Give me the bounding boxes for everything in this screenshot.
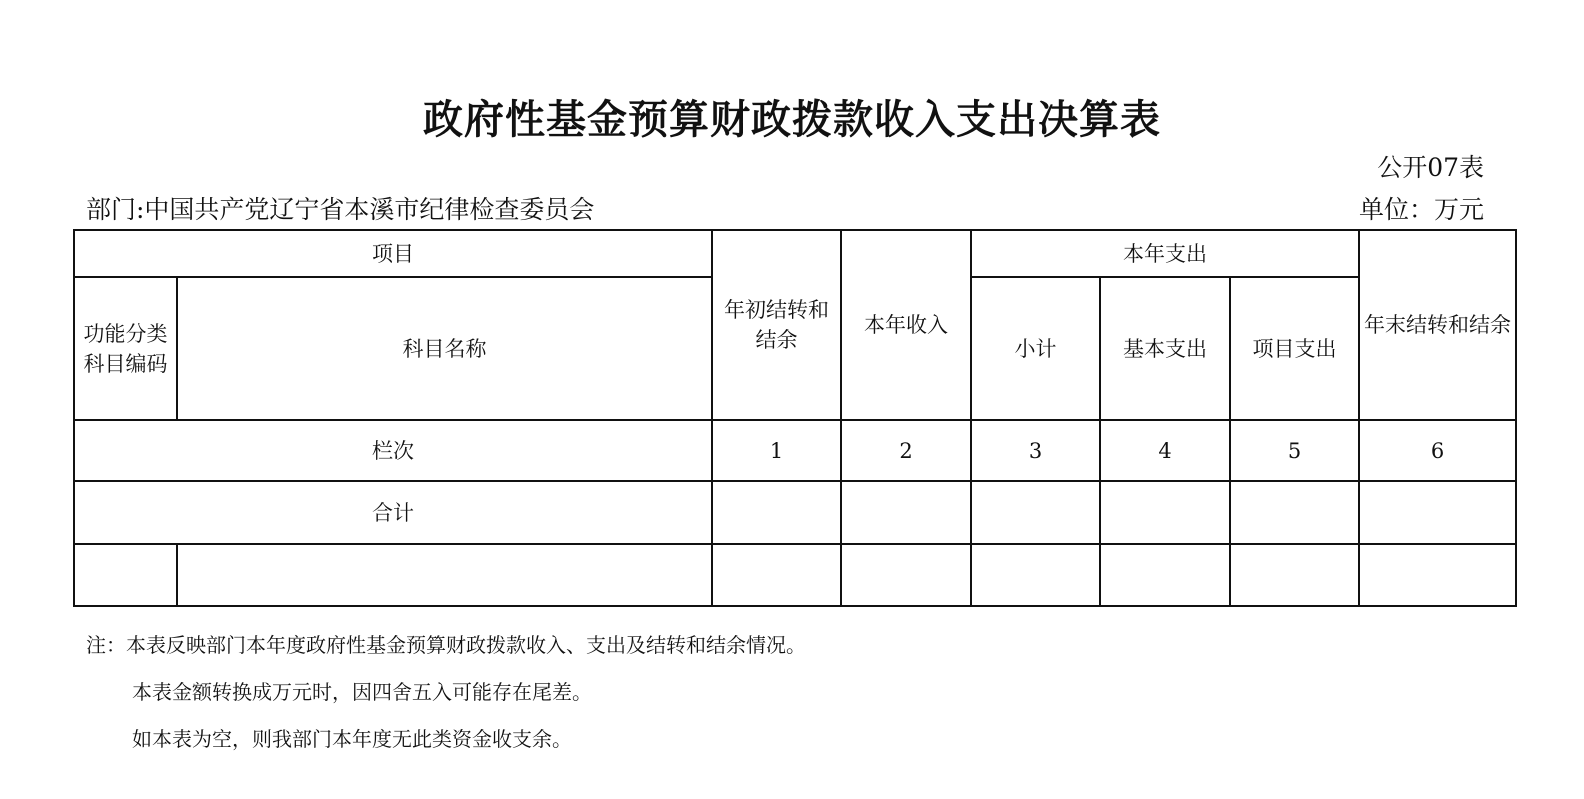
empty-cell	[1230, 544, 1359, 606]
empty-cell	[1100, 544, 1230, 606]
total-cell	[1100, 481, 1230, 544]
header-expenditure-group: 本年支出	[971, 230, 1359, 277]
department-label: 部门:中国共产党辽宁省本溪市纪律检查委员会	[86, 195, 595, 224]
total-row	[74, 481, 1516, 544]
header-func-code: 功能分类科目编码	[74, 277, 177, 420]
empty-cell	[841, 544, 971, 606]
column-number: 1	[712, 420, 841, 481]
total-row-label: 合计	[74, 481, 712, 544]
column-number: 4	[1100, 420, 1230, 481]
column-number: 3	[971, 420, 1100, 481]
empty-cell	[712, 544, 841, 606]
empty-cell	[177, 544, 712, 606]
header-income: 本年收入	[841, 230, 971, 420]
note-line: 注：本表反映部门本年度政府性基金预算财政拨款收入、支出及结转和结余情况。	[86, 633, 806, 657]
column-number-row	[74, 420, 1516, 481]
total-cell	[971, 481, 1100, 544]
total-cell	[1359, 481, 1516, 544]
empty-cell	[971, 544, 1100, 606]
total-cell	[712, 481, 841, 544]
header-basic-exp: 基本支出	[1100, 277, 1230, 420]
column-row-label: 栏次	[74, 420, 712, 481]
empty-cell	[1359, 544, 1516, 606]
page-title: 政府性基金预算财政拨款收入支出决算表	[423, 96, 1161, 143]
empty-cell	[74, 544, 177, 606]
total-cell	[841, 481, 971, 544]
header-opening-balance: 年初结转和结余	[712, 230, 841, 420]
unit-label: 单位：万元	[1358, 195, 1484, 224]
notes-section	[86, 622, 806, 763]
column-number: 6	[1359, 420, 1516, 481]
header-closing-balance: 年末结转和结余	[1359, 230, 1516, 420]
note-line: 如本表为空，则我部门本年度无此类资金收支余。	[132, 727, 572, 751]
header-subtotal: 小计	[971, 277, 1100, 420]
column-number: 2	[841, 420, 971, 481]
header-item: 项目	[74, 230, 712, 277]
budget-table	[73, 229, 1517, 607]
header-subject-name: 科目名称	[177, 277, 712, 420]
total-cell	[1230, 481, 1359, 544]
column-number: 5	[1230, 420, 1359, 481]
header-row-1	[74, 230, 1516, 277]
note-line: 本表金额转换成万元时，因四舍五入可能存在尾差。	[132, 680, 592, 704]
table-code: 公开07表	[1377, 153, 1484, 182]
header-project-exp: 项目支出	[1230, 277, 1359, 420]
empty-data-row	[74, 544, 1516, 606]
